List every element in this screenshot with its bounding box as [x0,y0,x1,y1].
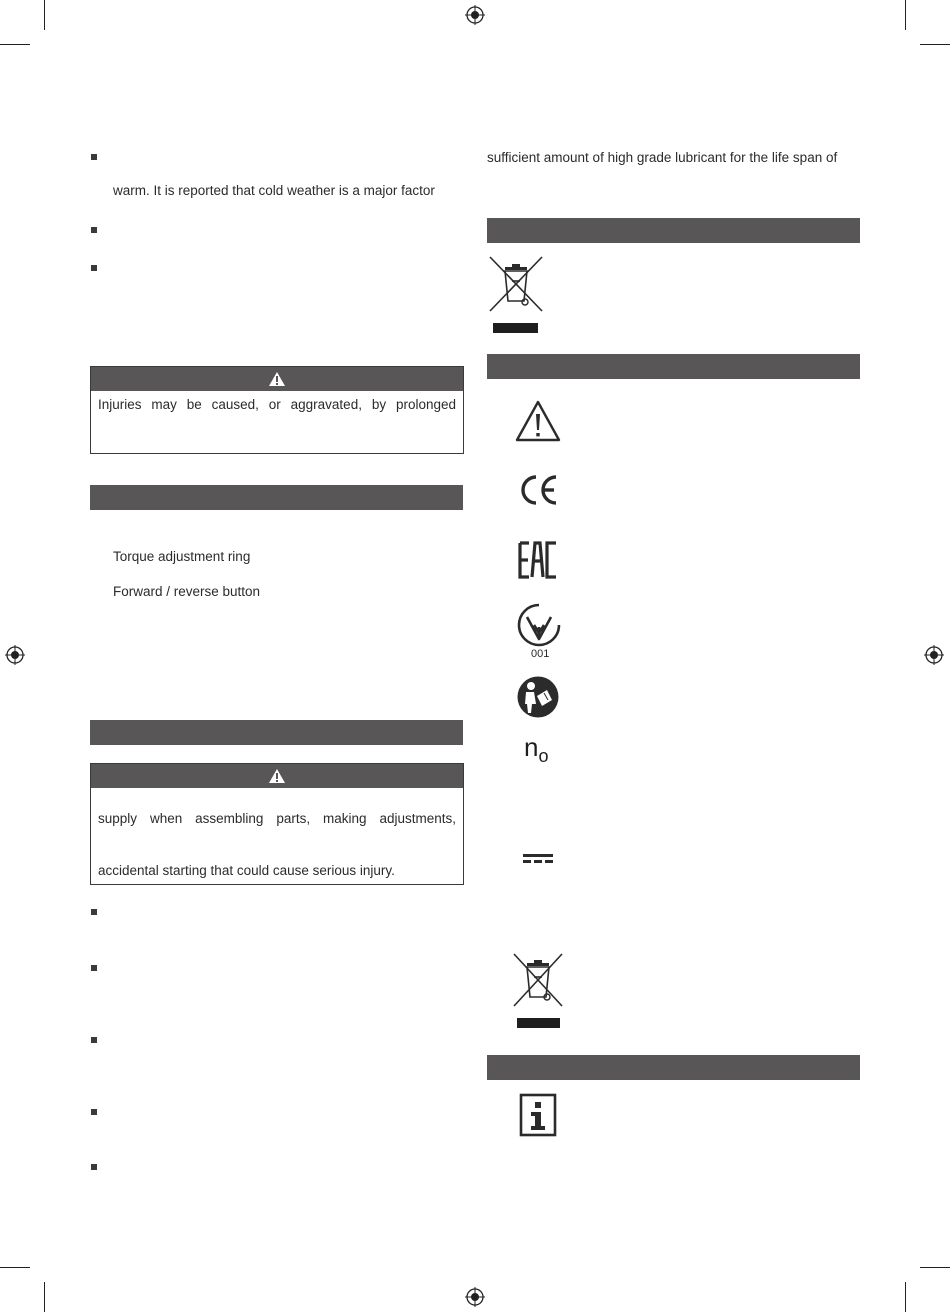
warning-text-line: accidental starting that could cause serious injury. [98,863,395,878]
component-item-forward-reverse: Forward / reverse button [113,584,261,599]
crop-mark [920,44,950,45]
list-bullet [91,154,97,160]
direct-current-icon [523,853,553,865]
crop-mark [0,44,30,45]
crossed-out-wheelie-bin-icon [488,255,544,335]
warning-box-header [91,764,463,788]
registration-mark-icon [465,5,485,25]
warning-triangle-icon [268,768,286,784]
list-bullet [91,909,97,915]
warning-text: Injuries may be caused, or aggravated, by prolonged [98,397,456,412]
component-item-torque: Torque adjustment ring [113,549,251,564]
crop-mark [905,1282,906,1312]
warning-box-header [91,367,463,391]
eac-mark-icon [518,541,558,579]
section-header-bar [90,720,463,745]
crop-mark [0,1267,30,1268]
no-load-speed-icon [524,733,548,764]
list-bullet [91,265,97,271]
list-bullet [91,1109,97,1115]
information-icon [519,1093,557,1137]
section-header-bar [487,218,860,243]
section-header-bar [487,354,860,379]
ce-mark-icon [517,474,559,506]
list-bullet [91,1037,97,1043]
section-header-bar [90,485,463,510]
warning-triangle-icon [268,371,286,387]
list-bullet [91,965,97,971]
crop-mark [44,0,45,30]
registration-mark-icon [465,1287,485,1307]
warning-box [90,763,464,885]
crop-mark [905,0,906,30]
registration-mark-icon [924,645,944,665]
section-header-bar [487,1055,860,1080]
lubricant-line: sufficient amount of high grade lubricant for the life span of [487,150,838,165]
crop-mark [44,1282,45,1312]
paragraph-line: warm. It is reported that cold weather is a major factor [113,183,435,198]
read-manual-icon [517,676,559,718]
no-load-speed-subscript: o [538,746,549,766]
list-bullet [91,227,97,233]
registration-mark-icon [5,645,25,665]
warning-text-line: supply when assembling parts, making adjustments, [98,811,456,826]
conformity-code: 001 [531,648,550,660]
no-load-speed-n: n [524,732,539,762]
list-bullet [91,1164,97,1170]
crossed-out-wheelie-bin-icon [512,952,564,1030]
crop-mark [920,1267,950,1268]
warning-box [90,366,464,454]
warning-triangle-icon [514,399,562,443]
